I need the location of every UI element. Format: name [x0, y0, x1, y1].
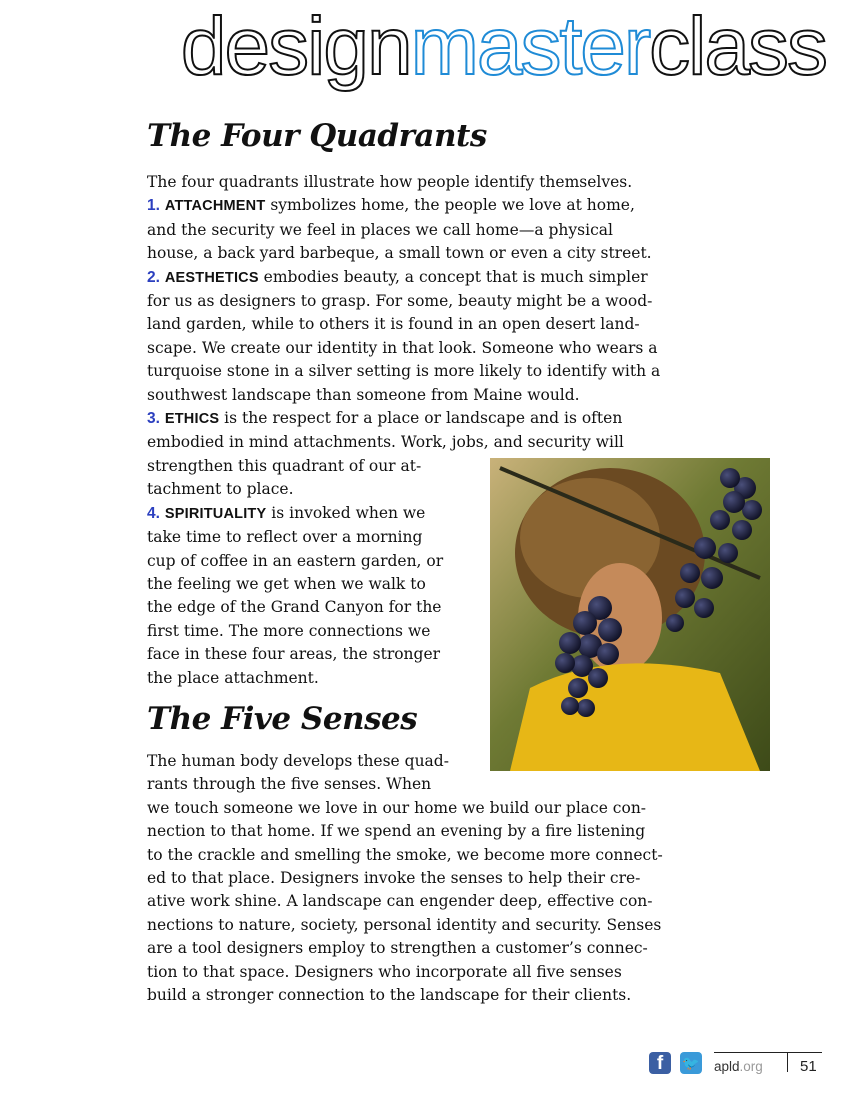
body-line: are a tool designers employ to strengthen a customer’s connec- [147, 939, 648, 958]
grapes-photo-illustration [490, 458, 770, 771]
body-line: house, a back yard barbeque, a small town or even a city street. [147, 244, 652, 263]
masthead-design: design [180, 1, 411, 92]
body-line: The human body develops these quad- [147, 752, 449, 770]
body-line: first time. The more connections we [147, 621, 431, 640]
item-keyword: ETHICS [164, 411, 220, 428]
body-line: ative work shine. A landscape can engender deep, effective con- [147, 892, 653, 911]
body-line: face in these four areas, the stronger [147, 645, 441, 664]
body-line: tion to that space. Designers who incorporate all five senses [147, 962, 622, 981]
body-line: embodied in mind attachments. Work, jobs, and security will [147, 433, 624, 452]
twitter-icon[interactable]: 🐦 [680, 1052, 702, 1074]
item-number: 4. [147, 504, 160, 522]
body-line: for us as designers to grasp. For some, beauty might be a wood- [147, 292, 653, 311]
body-line: nection to that home. If we spend an evening by a fire listening [147, 822, 646, 841]
quadrants-intro: The four quadrants illustrate how people identify themselves. [147, 173, 633, 191]
body-line: scape. We create our identity in that look. Someone who wears a [147, 338, 658, 357]
body-line: to the crackle and smelling the smoke, we become more connect- [147, 845, 663, 864]
body-line: build a stronger connection to the landscape for their clients. [147, 986, 632, 1005]
body-line: land garden, while to others it is found in an open desert land- [147, 315, 640, 334]
footer-site-link[interactable] [714, 1059, 763, 1074]
body-line: we touch someone we love in our home we build our place con- [147, 798, 647, 817]
masthead-title [180, 1, 826, 92]
heading-five-senses: The Five Senses [147, 701, 418, 737]
body-line: strengthen this quadrant of our at- [147, 456, 422, 475]
body-line: cup of coffee in an eastern garden, or [147, 551, 444, 570]
item-keyword: ATTACHMENT [164, 198, 266, 215]
item-ethics-line: 3. ETHICS is the respect for a place or landscape and is often [147, 409, 623, 428]
body-line: the edge of the Grand Canyon for the [147, 598, 442, 617]
body-line: and the security we feel in places we call home—a physical [147, 220, 613, 239]
page-number: 51 [800, 1058, 817, 1075]
masthead-master: master [410, 1, 650, 92]
body-line: the place attachment. [147, 668, 319, 687]
facebook-icon[interactable]: f [649, 1052, 671, 1074]
heading-four-quadrants: The Four Quadrants [147, 118, 487, 154]
item-keyword: SPIRITUALITY [164, 505, 267, 522]
item-number: 2. [147, 268, 160, 286]
body-line: the feeling we get when we walk to [147, 574, 426, 593]
item-number: 1. [147, 197, 160, 215]
item-number: 3. [147, 410, 160, 428]
body-line: rants through the five senses. When [147, 775, 432, 794]
item-spirituality-line: 4. SPIRITUALITY is invoked when we [147, 503, 426, 522]
footer-site-tld: .org [739, 1059, 763, 1074]
footer-site-name: apld [714, 1059, 740, 1074]
item-attachment-line: 1. ATTACHMENT symbolizes home, the people we love at home, [147, 196, 635, 215]
body-line: ed to that place. Designers invoke the senses to help their cre- [147, 869, 641, 888]
item-aesthetics-line: 2. AESTHETICS embodies beauty, a concept that is much simpler [147, 267, 648, 286]
body-line: southwest landscape than someone from Maine would. [147, 385, 580, 404]
body-line: turquoise stone in a silver setting is more likely to identify with a [147, 362, 661, 381]
body-line: nections to nature, society, personal identity and security. Senses [147, 915, 662, 934]
footer-divider [787, 1053, 788, 1072]
item-keyword: AESTHETICS [164, 269, 259, 286]
senses-body [147, 750, 663, 1007]
footer-rule [714, 1052, 822, 1053]
masthead-class: class [649, 1, 826, 92]
grapes-photo [490, 458, 770, 771]
body-line: tachment to place. [147, 480, 294, 499]
body-line: take time to reflect over a morning [147, 528, 423, 547]
